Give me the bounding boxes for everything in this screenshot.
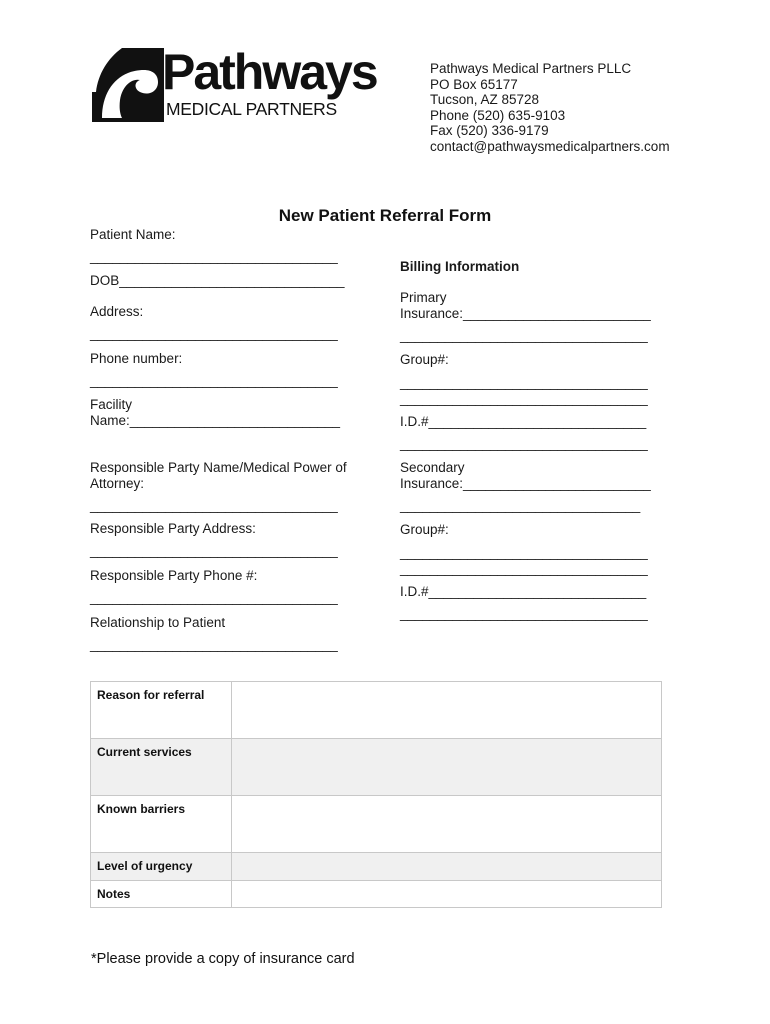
logo-wordmark: Pathways xyxy=(162,44,377,100)
secondary-group-line-1[interactable]: _________________________________ xyxy=(400,545,648,560)
facility-label: Facility xyxy=(90,397,133,412)
address-label: Address: xyxy=(90,304,144,319)
form-title: New Patient Referral Form xyxy=(278,206,492,225)
primary-id-field[interactable]: I.D.#_____________________________ xyxy=(400,414,647,429)
contact-fax: Fax (520) 336-9179 xyxy=(430,123,549,139)
dob-field[interactable]: DOB______________________________ xyxy=(90,273,345,288)
pathways-swirl-icon xyxy=(92,48,164,122)
contact-company: Pathways Medical Partners PLLC xyxy=(430,61,632,76)
secondary-group-line-2[interactable]: _________________________________ xyxy=(400,561,648,576)
logo-subtitle: MEDICAL PARTNERS xyxy=(166,99,337,119)
company-logo xyxy=(92,46,402,124)
level-of-urgency-label: Level of urgency xyxy=(91,853,232,881)
primary-insurance-field[interactable]: Insurance:_________________________ xyxy=(400,306,651,321)
billing-heading: Billing Information xyxy=(400,259,520,274)
known-barriers-label: Known barriers xyxy=(91,796,232,853)
reason-for-referral-label: Reason for referral xyxy=(91,682,232,739)
responsible-party-label: Responsible Party Name/Medical Power of xyxy=(90,460,347,475)
responsible-party-label-2: Attorney: xyxy=(90,476,145,491)
facility-name-field[interactable]: Name:____________________________ xyxy=(90,413,340,428)
secondary-id-field[interactable]: I.D.#_____________________________ xyxy=(400,584,647,599)
primary-group-line-1[interactable]: _________________________________ xyxy=(400,375,648,390)
referral-table xyxy=(90,681,662,908)
table-row xyxy=(91,881,662,908)
relationship-label: Relationship to Patient xyxy=(90,615,226,630)
current-services-label: Current services xyxy=(91,739,232,796)
table-row xyxy=(91,796,662,853)
primary-id-line[interactable]: _________________________________ xyxy=(400,436,648,451)
contact-email[interactable]: contact@pathwaysmedicalpartners.com xyxy=(430,138,670,154)
address-line[interactable]: _________________________________ xyxy=(90,326,338,341)
primary-label: Primary xyxy=(400,290,447,305)
primary-insurance-line[interactable]: _________________________________ xyxy=(400,328,648,343)
responsible-address-line[interactable]: _________________________________ xyxy=(90,543,338,558)
primary-group-line-2[interactable]: _________________________________ xyxy=(400,391,648,406)
phone-line[interactable]: _________________________________ xyxy=(90,373,338,388)
responsible-party-line[interactable]: _________________________________ xyxy=(90,498,338,513)
primary-group-label: Group#: xyxy=(400,352,449,367)
insurance-card-note: *Please provide a copy of insurance card xyxy=(91,951,355,967)
contact-city: Tucson, AZ 85728 xyxy=(430,92,540,108)
responsible-phone-label: Responsible Party Phone #: xyxy=(90,568,258,583)
contact-po-box: PO Box 65177 xyxy=(430,76,518,92)
reason-for-referral-input[interactable] xyxy=(232,682,662,739)
secondary-label: Secondary xyxy=(400,460,465,475)
secondary-group-label: Group#: xyxy=(400,522,449,537)
responsible-address-label: Responsible Party Address: xyxy=(90,521,256,536)
patient-name-line[interactable]: _________________________________ xyxy=(90,249,338,264)
relationship-line[interactable]: _________________________________ xyxy=(90,637,338,652)
table-row xyxy=(91,853,662,881)
current-services-input[interactable] xyxy=(232,739,662,796)
notes-label: Notes xyxy=(91,881,232,908)
phone-label: Phone number: xyxy=(90,351,183,366)
responsible-phone-line[interactable]: _________________________________ xyxy=(90,590,338,605)
secondary-id-line[interactable]: _________________________________ xyxy=(400,606,648,621)
patient-name-label: Patient Name: xyxy=(90,227,176,242)
notes-input[interactable] xyxy=(232,881,662,908)
table-row xyxy=(91,739,662,796)
table-row xyxy=(91,682,662,739)
contact-phone: Phone (520) 635-9103 xyxy=(430,107,566,123)
level-of-urgency-input[interactable] xyxy=(232,853,662,881)
contact-block xyxy=(430,61,670,155)
known-barriers-input[interactable] xyxy=(232,796,662,853)
secondary-insurance-field[interactable]: Insurance:_________________________ xyxy=(400,476,651,491)
secondary-insurance-line[interactable]: ________________________________ xyxy=(400,498,641,513)
